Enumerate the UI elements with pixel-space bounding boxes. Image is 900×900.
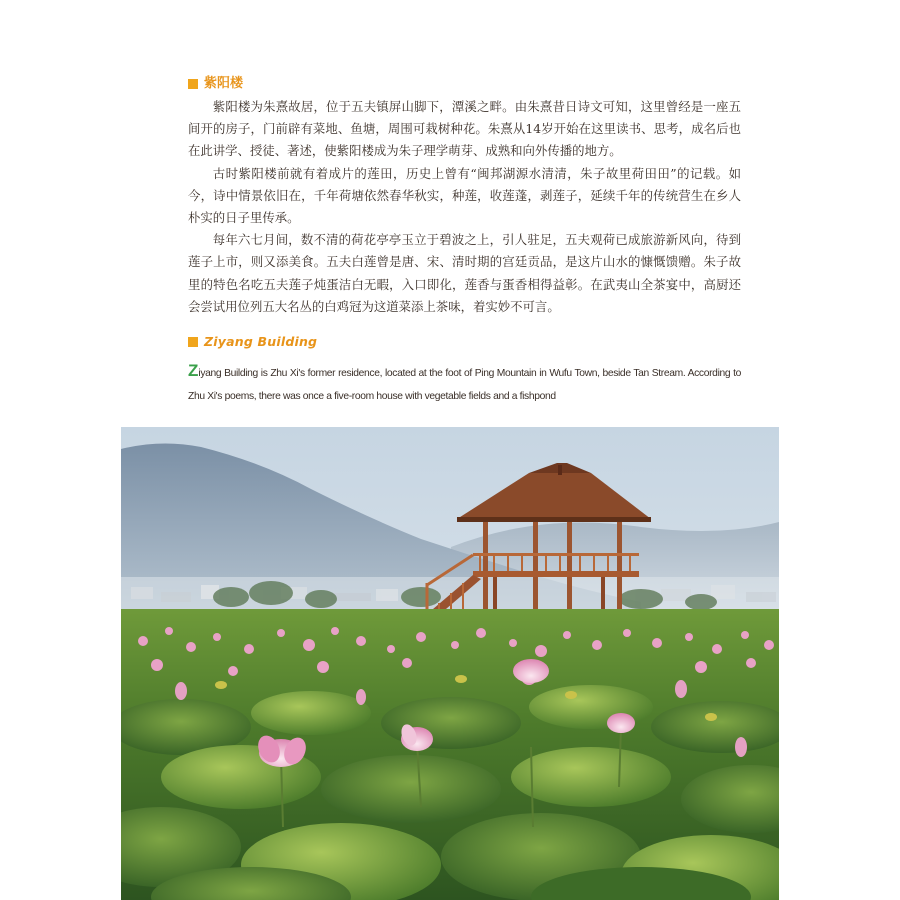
section-heading-en (188, 334, 317, 350)
near-lotus-blossom-4 (607, 713, 635, 733)
section-title-cn: 紫阳楼 (204, 76, 244, 91)
en-paragraph-text: iyang Building is Zhu Xi's former residence, located at the foot of Ping Mountain in Wufu Town, beside Tan Stream. According to Zhu Xi's poems, there was once a five-room house with vegetable fields and a fishpond (188, 368, 741, 402)
english-body-text (188, 362, 741, 408)
section-heading-cn (188, 76, 243, 92)
cn-paragraph-2: 古时紫阳楼前就有着成片的莲田，历史上曾有“闽邦湖源水清清，朱子故里荷田田”的记载。如今，诗中情景依旧在，千年荷塘依然春华秋实，种莲，收莲蓬，剥莲子，延续千年的传统营生在乡人朴实的日子里传承。 (188, 165, 741, 226)
drop-cap: Z (188, 361, 199, 380)
section-title-en: Ziyang Building (204, 334, 318, 349)
heading-bullet (188, 79, 198, 89)
en-paragraph-1 (188, 362, 741, 408)
heading-bullet (188, 337, 198, 347)
cn-paragraph-3: 每年六七月间，数不清的荷花亭亭玉立于碧波之上，引人驻足，五夫观荷已成旅游新风向，待到莲子上市，则又添美食。五夫白莲曾是唐、宋、清时期的宫廷贡品，是这片山水的慷慨馈赠。朱子故里的特色名吃五夫莲子炖蛋洁白无暇，入口即化，莲香与蛋香相得益彰。在武夷山全茶宴中，高厨还会尝试用位列五大名丛的白鸡冠为这道菜添上茶味，着实妙不可言。 (188, 232, 741, 314)
cn-paragraph-1: 紫阳楼为朱熹故居，位于五夫镇屏山脚下，潭溪之畔。由朱熹昔日诗文可知，这里曾经是一座五间开的房子，门前辟有菜地、鱼塘，周围可栽树种花。朱熹从14岁开始在这里读书、思考，成名后也在此讲学、授徒、著述，使紫阳楼成为朱子理学萌芽、成熟和向外传播的地方。 (188, 99, 741, 159)
chinese-body-text (188, 96, 741, 318)
near-lotus-blossom-3 (513, 659, 549, 683)
lotus-pond-photo (121, 427, 779, 900)
